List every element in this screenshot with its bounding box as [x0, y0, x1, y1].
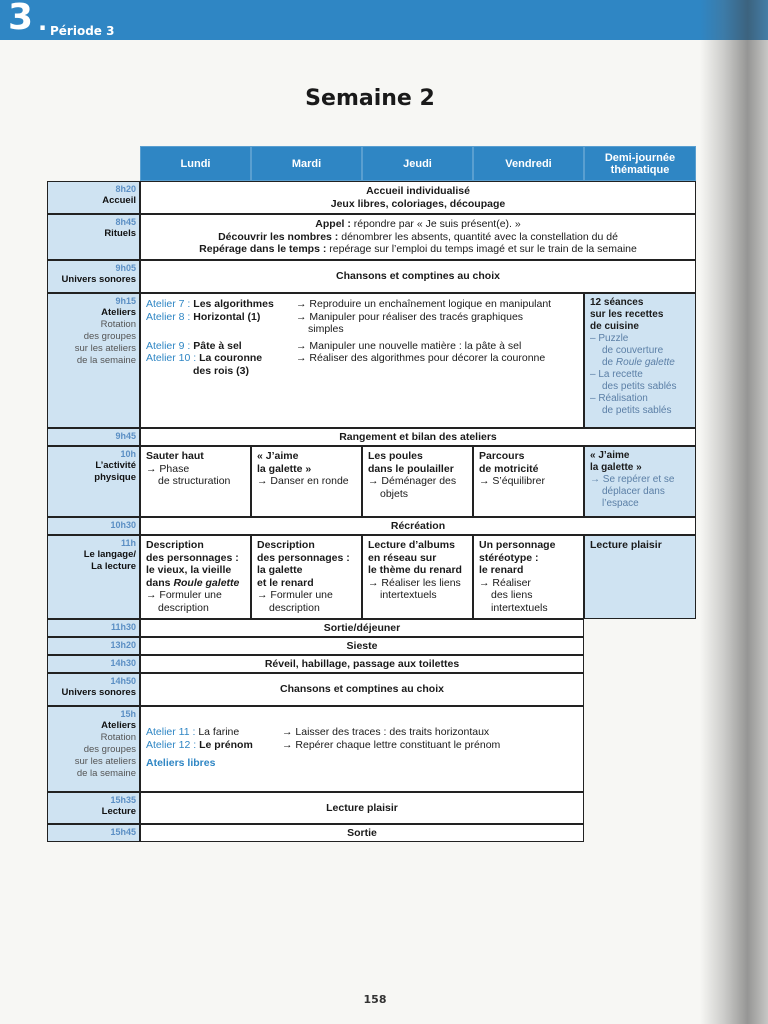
activite-lundi: Sauter haut → Phase de structuration: [140, 446, 251, 517]
slot-name: Ateliers: [101, 307, 136, 318]
sortie-content: Sortie: [140, 824, 584, 842]
reveil-content: Réveil, habillage, passage aux toilettes: [140, 655, 584, 673]
slot-name: Accueil: [102, 195, 136, 206]
time-label: 9h05: [115, 263, 136, 273]
time-label: 11h30: [110, 622, 136, 632]
atelier-12-row: Atelier 12 : Le prénom → Repérer chaque lettre constituant le prénom: [146, 738, 501, 751]
time-cell-univers-sonores-2: [47, 673, 140, 706]
time-label: 9h15: [115, 296, 136, 306]
book-spine-shadow: [700, 0, 768, 1024]
rituels-reperage: Repérage dans le temps : repérage sur l’emploi du temps imagé et sur le train de la semaine: [199, 243, 637, 256]
rituels-decouvrir: Découvrir les nombres : dénombrer les absents, quantité avec la constellation du dé: [218, 230, 618, 243]
time-cell-recreation: [47, 517, 140, 535]
activite-demi-journee: « J’aime la galette » → Se repérer et se déplacer dans l’espace: [584, 446, 696, 517]
time-cell-accueil: [47, 181, 140, 214]
univers-sonores-1-content: Chansons et comptines au choix: [140, 260, 696, 293]
time-cell-langage: 11h Le langage/ La lecture: [47, 535, 140, 619]
time-cell-ateliers-2: 15h Ateliers Rotation des groupes sur les ateliers de la semaine: [47, 706, 140, 792]
rangement-content: Rangement et bilan des ateliers: [140, 428, 696, 446]
atelier-8-row: Atelier 8 : Horizontal (1) → Manipuler pour réaliser des tracés graphiques simples: [146, 310, 524, 335]
time-cell-sortie: [47, 824, 140, 842]
langage-jeudi: Lecture d’albums en réseau sur le thème du renard → Réaliser les liens intertextuels: [362, 535, 473, 619]
langage-lundi: Description des personnages : le vieux, la vieille dans Roule galette → Formuler une description: [140, 535, 251, 619]
langage-vendredi: Un personnage stéréotype : le renard → Réaliser des liens intertextuels: [473, 535, 584, 619]
lecture-content: Lecture plaisir: [140, 792, 584, 824]
time-cell-univers-sonores-1: [47, 260, 140, 293]
slot-name: Univers sonores: [61, 274, 136, 285]
sortie-dejeuner-content: Sortie/déjeuner: [140, 619, 584, 637]
ateliers-1-content: [140, 293, 584, 428]
time-cell-ateliers-1: 9h15 Ateliers Rotation des groupes sur les ateliers de la semaine: [47, 293, 140, 428]
time-cell-rangement: [47, 428, 140, 446]
day-header-lundi: Lundi: [140, 146, 251, 181]
time-label: 9h45: [115, 431, 136, 441]
day-header-vendredi: Vendredi: [473, 146, 584, 181]
langage-mardi: Description des personnages : la galette et le renard → Formuler une description: [251, 535, 362, 619]
demi-journee-recettes: 12 séances sur les recettes de cuisine – Puzzle de couverture de Roule galette – La recette des petits sablés – Réalisation de petits sablés: [584, 293, 696, 428]
univers-sonores-2-content: Chansons et comptines au choix: [140, 673, 584, 706]
accueil-content: [140, 181, 696, 214]
time-label: 11h: [120, 538, 136, 548]
langage-demi-journee: Lecture plaisir: [584, 535, 696, 619]
time-cell-lecture: [47, 792, 140, 824]
time-cell-sieste: [47, 637, 140, 655]
time-label: 14h30: [110, 658, 136, 668]
sieste-content: Sieste: [140, 637, 584, 655]
time-cell-activite-physique: 10h L’activité physique: [47, 446, 140, 517]
period-label: Période 3: [50, 24, 115, 38]
rituels-appel: Appel : répondre par « Je suis présent(e). »: [315, 218, 521, 231]
atelier-7-row: Atelier 7 : Les algorithmes → Reproduire un enchaînement logique en manipulant: [146, 298, 552, 310]
page-title: Semaine 2: [305, 86, 435, 111]
atelier-11-row: Atelier 11 : La farine → Laisser des traces : des traits horizontaux: [146, 726, 490, 738]
activite-mardi: « J’aime la galette » → Danser en ronde: [251, 446, 362, 517]
slot-name: Lecture: [101, 806, 136, 817]
time-cell-reveil: [47, 655, 140, 673]
time-label: 15h45: [110, 827, 136, 837]
period-number: 3: [8, 0, 34, 38]
accueil-line-2: Jeux libres, coloriages, découpage: [330, 197, 506, 210]
period-header-bar: [0, 0, 768, 40]
time-label: 14h50: [110, 676, 136, 686]
page-number: 158: [363, 993, 387, 1006]
time-label: 10h30: [110, 520, 136, 530]
time-label: 15h35: [110, 795, 136, 805]
activite-vendredi: Parcours de motricité → S’équilibrer: [473, 446, 584, 517]
slot-name: Ateliers: [101, 720, 136, 731]
ateliers-2-content: [140, 706, 584, 792]
atelier-10-row: Atelier 10 : La couronne des rois (3) → Réaliser des algorithmes pour décorer la couronne: [146, 352, 546, 377]
slot-name: Rituels: [104, 228, 136, 239]
time-label: 8h20: [115, 184, 136, 194]
ateliers-libres: Ateliers libres: [146, 757, 216, 769]
time-label: 15h: [120, 709, 136, 719]
time-label: 10h: [120, 449, 136, 459]
day-header-demi-journee: Demi-journée thématique: [584, 146, 696, 181]
day-header-jeudi: Jeudi: [362, 146, 473, 181]
rituels-content: [140, 214, 696, 260]
time-cell-sortie-dejeuner: [47, 619, 140, 637]
time-label: 13h20: [110, 640, 136, 650]
accueil-line-1: Accueil individualisé: [366, 185, 470, 197]
time-cell-rituels: [47, 214, 140, 260]
time-label: 8h45: [115, 217, 136, 227]
recreation-content: Récréation: [140, 517, 696, 535]
day-header-mardi: Mardi: [251, 146, 362, 181]
slot-name: Univers sonores: [61, 687, 136, 698]
activite-jeudi: Les poules dans le poulailler → Déménager des objets: [362, 446, 473, 517]
atelier-9-row: Atelier 9 : Pâte à sel → Manipuler une nouvelle matière : la pâte à sel: [146, 339, 522, 352]
period-dot: .: [38, 8, 48, 36]
